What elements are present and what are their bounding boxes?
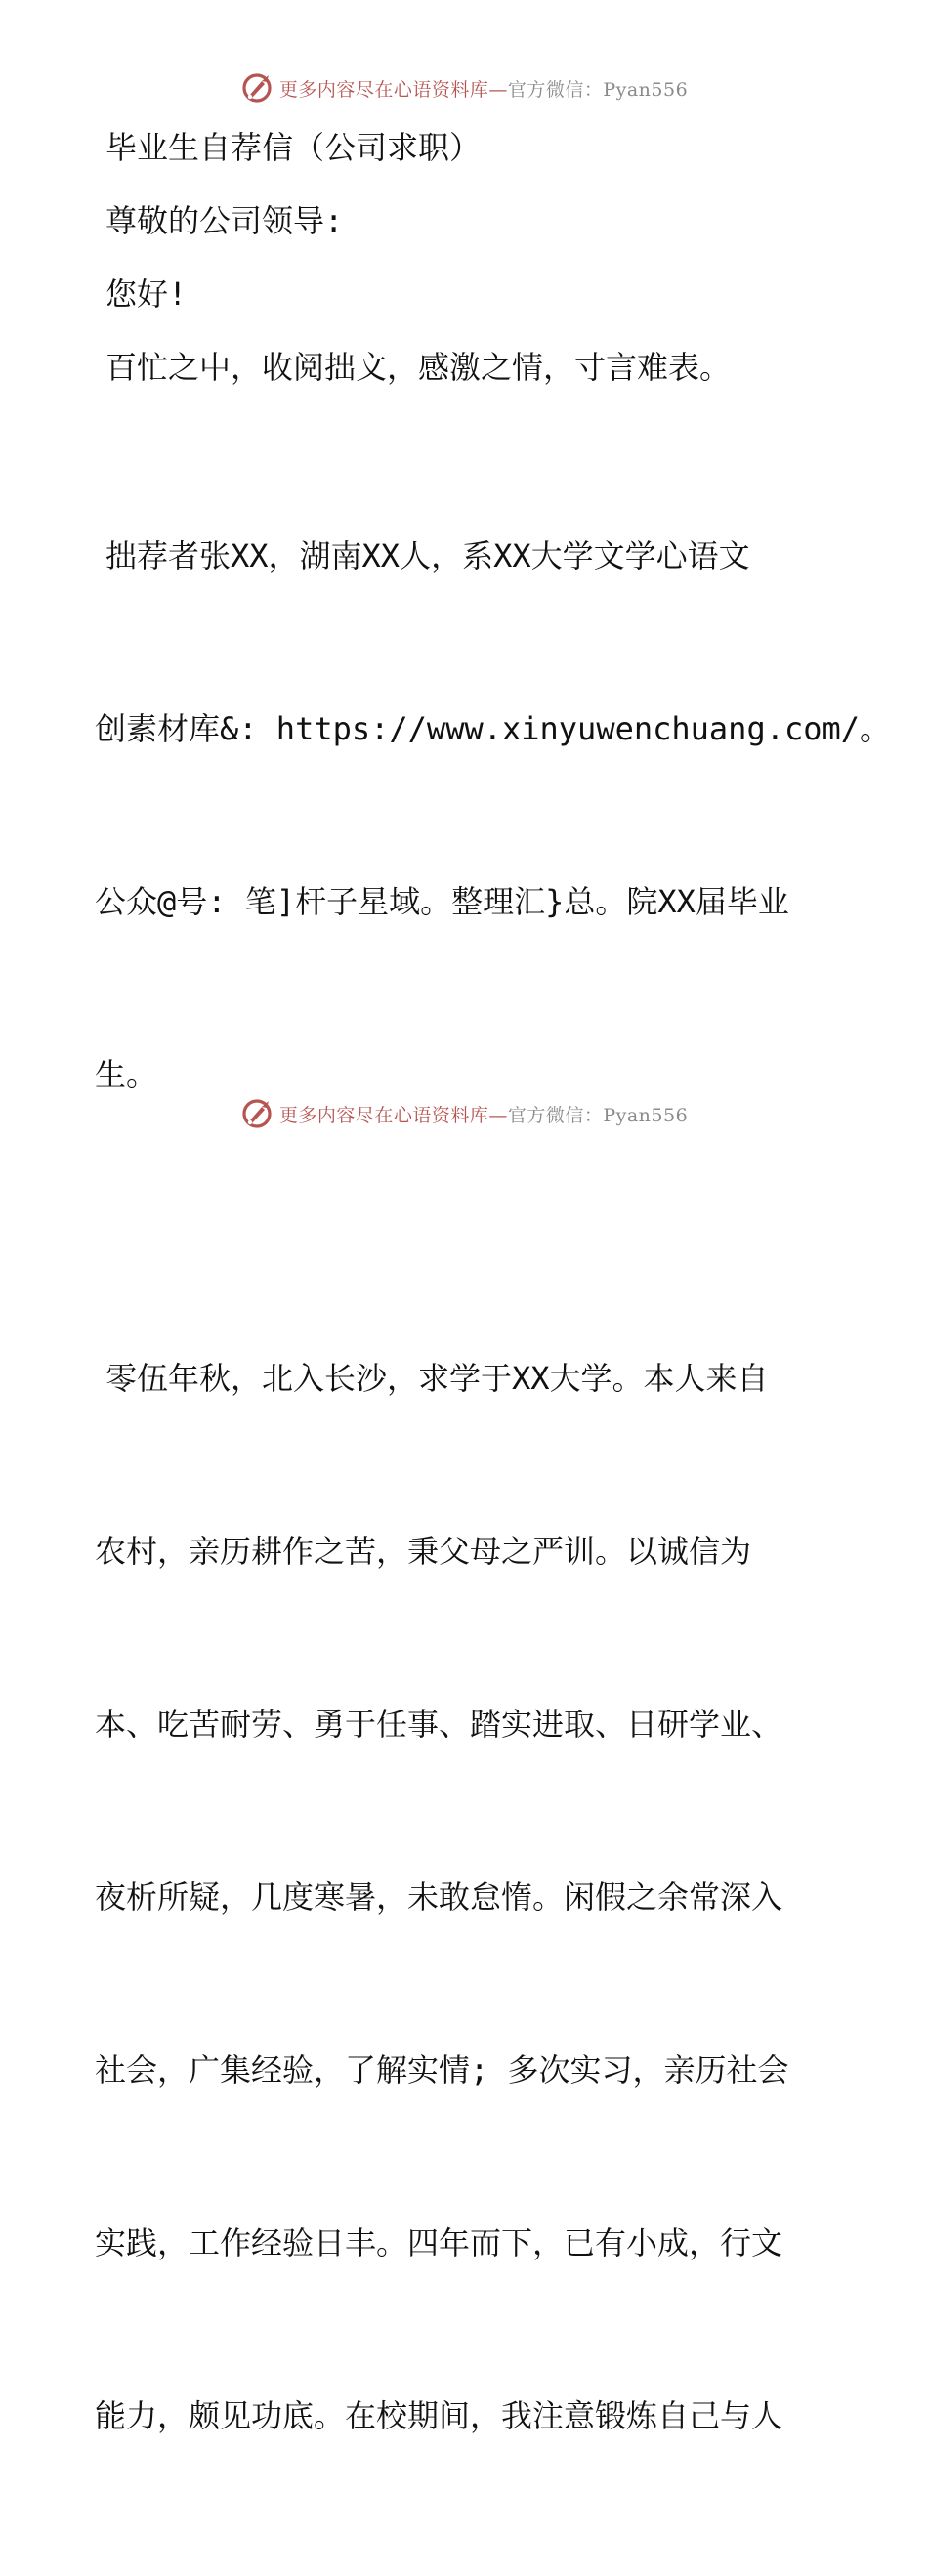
paragraph-3 — [95, 1235, 837, 2560]
paragraph-2-line: 公众@号: 笔]杆子星域。整理汇}总。院XX届毕业 — [95, 883, 789, 920]
header-banner-main: 更多内容尽在心语资料库— — [278, 78, 508, 101]
header-banner — [0, 68, 928, 107]
paragraph-1: 百忙之中，收阅拙文，感激之情，寸言难表。 — [105, 349, 732, 386]
paragraph-2-line: 拙荐者张XX，湖南XX人，系XX大学文学心语文 — [105, 537, 750, 574]
paragraph-3-line: 实践，工作经验日丰。四年而下，已有小成，行文 — [95, 2224, 783, 2261]
paragraph-3-line: 零伍年秋，北入长沙，求学于XX大学。本人来自 — [105, 1360, 769, 1397]
header-banner-wechat: 官方微信：Pyan556 — [507, 78, 689, 101]
footer-banner-main: 更多内容尽在心语资料库— — [278, 1104, 508, 1126]
paragraph-3-line: 夜析所疑，几度寒暑，未敢怠惰。闲假之余常深入 — [95, 1879, 783, 1916]
greeting: 您好! — [105, 275, 188, 313]
header-banner-text — [279, 75, 688, 102]
document-title: 毕业生自荐信（公司求职） — [105, 129, 482, 166]
quill-pen-logo-icon — [240, 71, 274, 105]
paragraph-3-line: 能力，颇见功底。在校期间，我注意锻炼自己与人 — [95, 2397, 783, 2434]
paragraph-2-line: 创素材库&: https://www.xinyuwenchuang.com/。 — [95, 710, 892, 747]
paragraph-3-line: 社会，广集经验，了解实情; 多次实习，亲历社会 — [95, 2051, 789, 2089]
document-body — [95, 119, 892, 2576]
paragraph-3-line: 农村，亲历耕作之苦，秉父母之严训。以诚信为 — [95, 1533, 752, 1570]
footer-banner-wechat: 官方微信：Pyan556 — [507, 1104, 689, 1126]
paragraph-2-line: 生。 — [95, 1056, 158, 1093]
paragraph-3-line: 本、吃苦耐劳、勇于任事、踏实进取、日研学业、 — [95, 1706, 783, 1743]
footer-banner — [0, 1094, 928, 1133]
footer-banner-text — [279, 1101, 688, 1127]
quill-pen-logo-icon — [240, 1097, 274, 1130]
salutation: 尊敬的公司领导: — [105, 202, 344, 239]
